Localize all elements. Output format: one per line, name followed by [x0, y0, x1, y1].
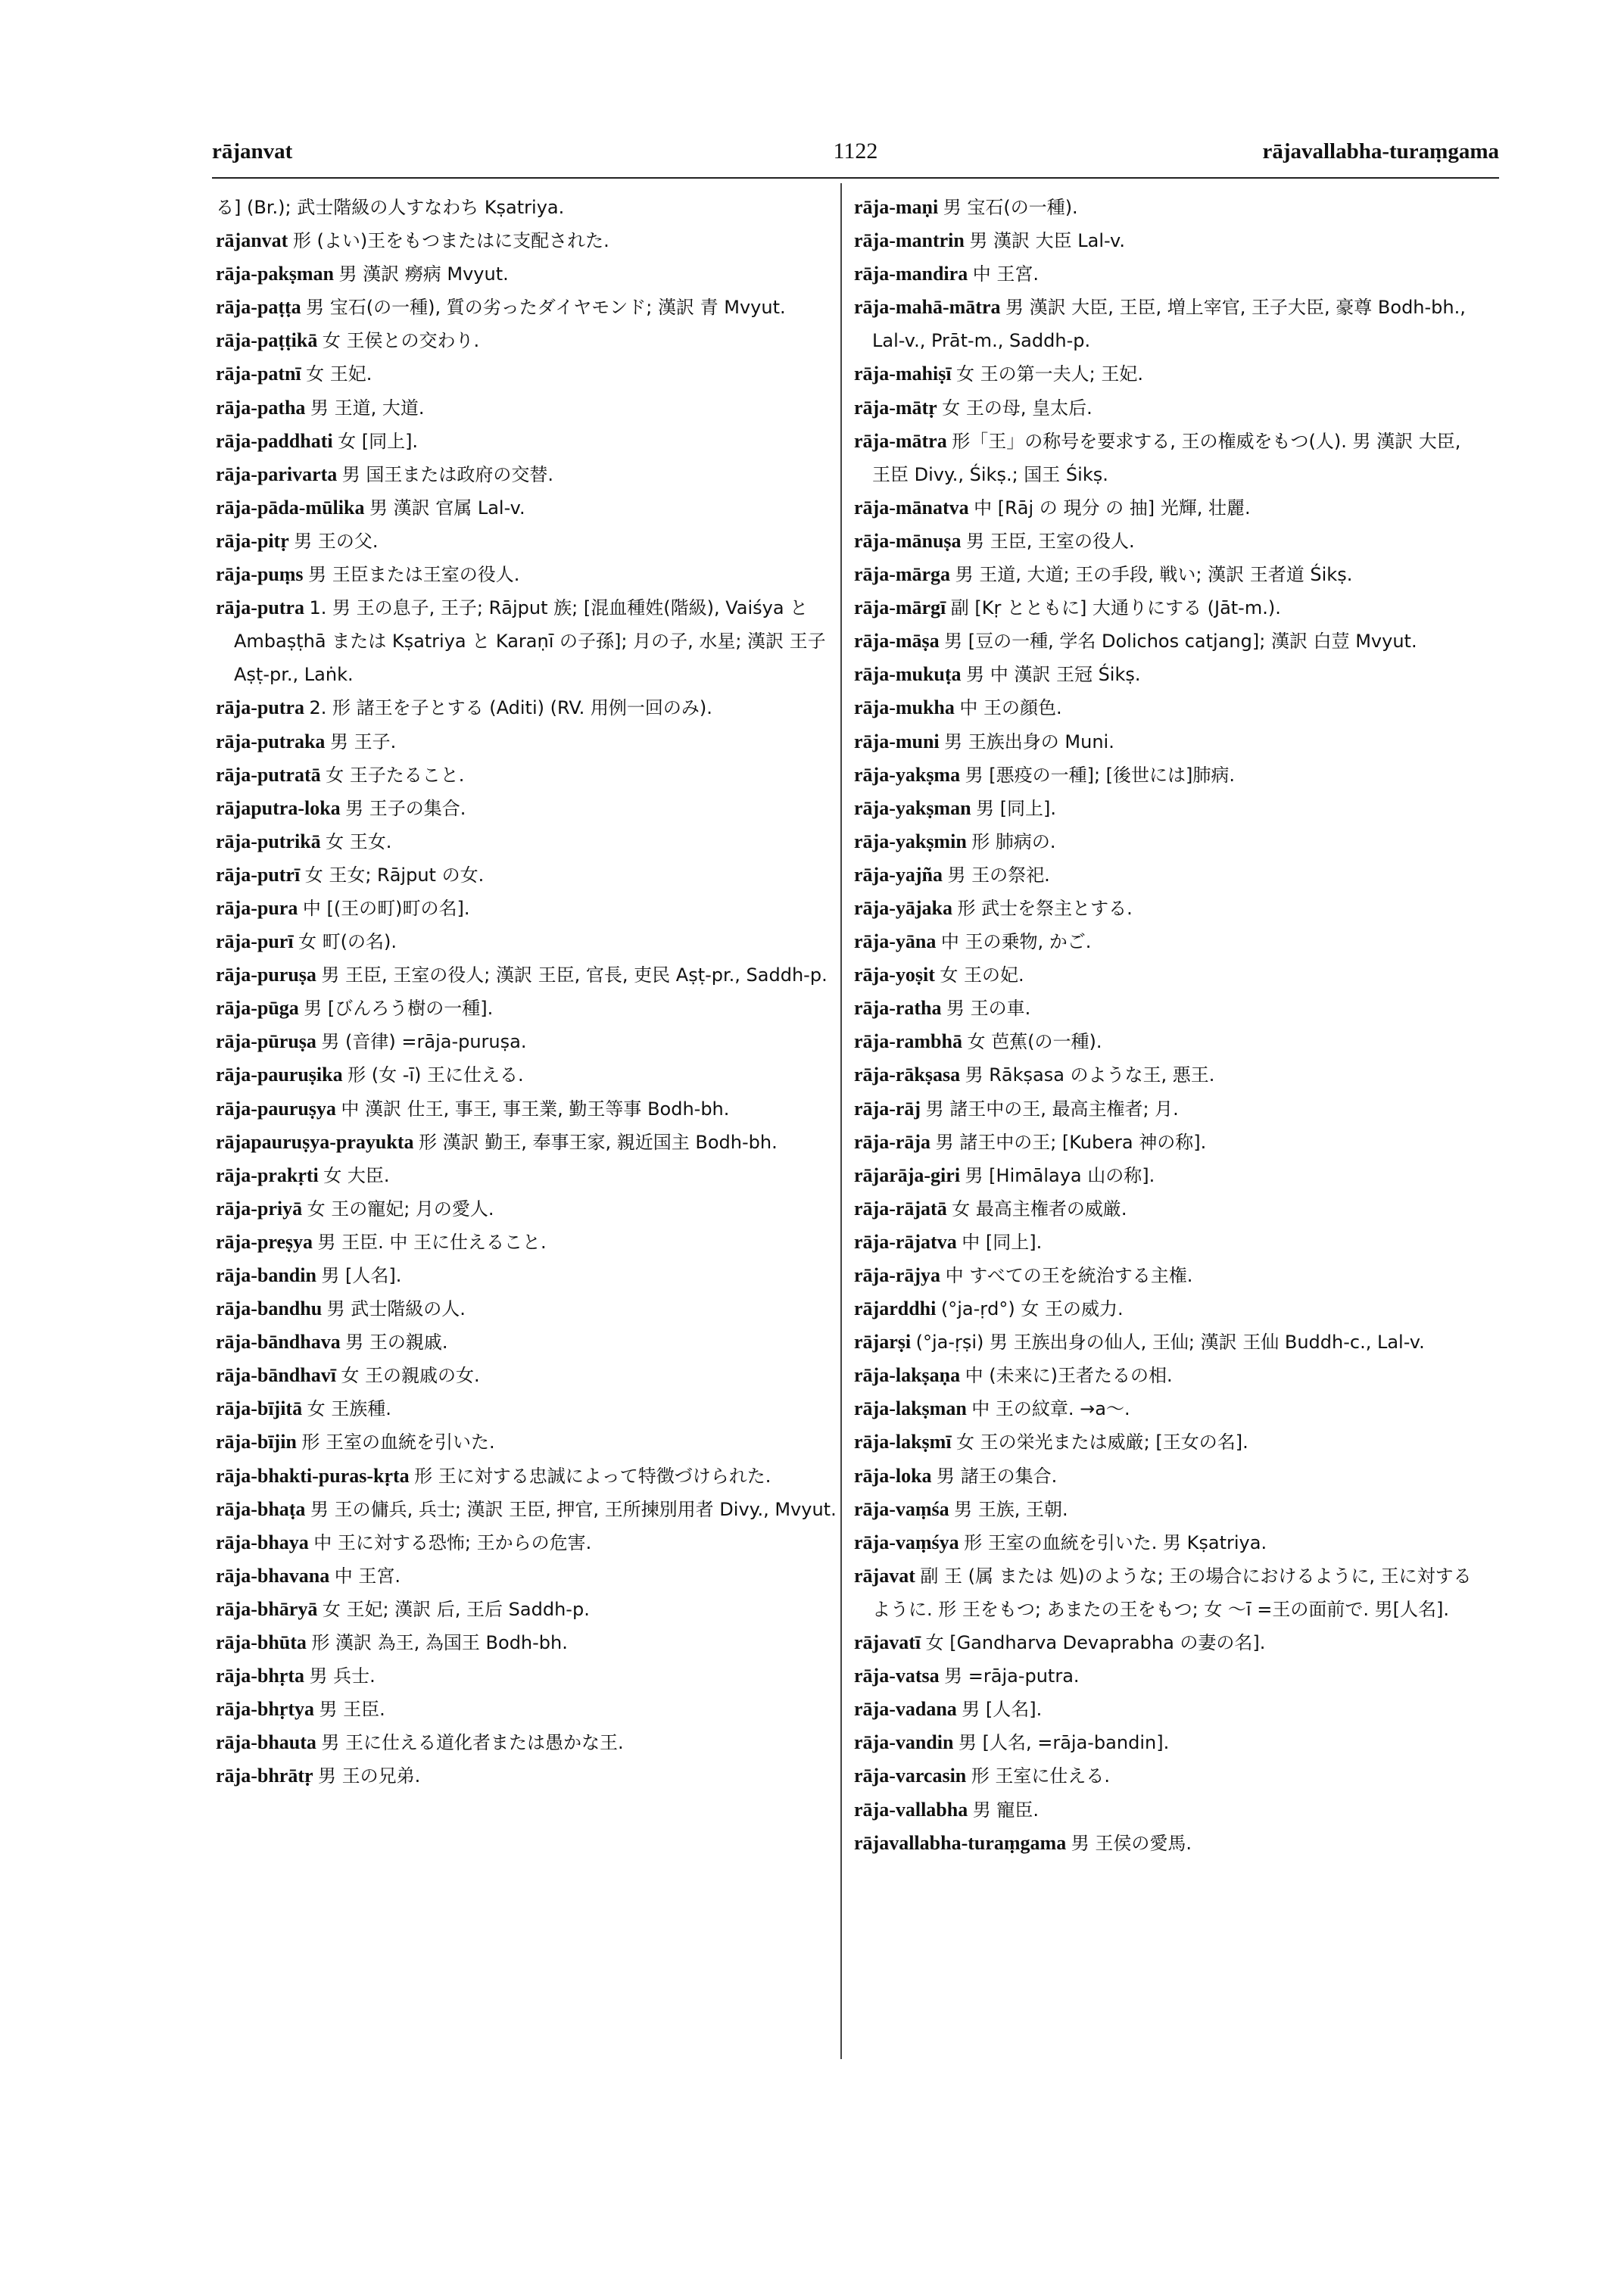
- entry-definition: 形 漢訳 為王, 為国王 Bodh-bh.: [311, 1632, 568, 1654]
- entry-headword: rāja-paddhati: [216, 429, 333, 452]
- entry-definition: る] (Br.); 武士階級の人すなわち Kṣatriya.: [216, 197, 565, 218]
- entry-definition: 中 王の顔色.: [959, 697, 1062, 719]
- entry-headword: rāja-mantrin: [854, 229, 965, 252]
- entry-headword: rājarāja-giri: [854, 1164, 961, 1186]
- entry-definition: 男 宝石(の一種).: [943, 197, 1078, 218]
- dictionary-entry: [854, 1726, 1475, 1759]
- dictionary-entry: [216, 725, 837, 759]
- entry-definition: 男 [人名, =rāja-bandin].: [958, 1732, 1170, 1754]
- entry-definition: 形 王室の血統を引いた. 男 Kṣatriya.: [964, 1531, 1267, 1553]
- entry-definition: 男 王臣, 王室の役人; 漢訳 王臣, 官長, 吏民 Aṣṭ-pr., Saddh-p.: [321, 964, 828, 986]
- entry-definition: 男 諸王中の王, 最高主権者; 月.: [925, 1098, 1179, 1120]
- entry-headword: rāja-bījitā: [216, 1397, 303, 1420]
- entry-definition: 男 王の親戚.: [345, 1332, 448, 1354]
- entry-headword: rāja-putrī: [216, 863, 301, 886]
- right-column: [854, 191, 1475, 1860]
- entry-definition: 中 漢訳 仕王, 事王, 事王業, 勤王等事 Bodh-bh.: [341, 1098, 730, 1120]
- entry-definition: 男 兵士.: [309, 1665, 376, 1687]
- entry-headword: rāja-pura: [216, 896, 298, 919]
- entry-definition: 男 Rākṣasa のような王, 悪王.: [965, 1064, 1215, 1086]
- entry-definition: 形 武士を祭主とする.: [957, 897, 1133, 919]
- dictionary-entry: [216, 1058, 837, 1092]
- dictionary-entry: [216, 1159, 837, 1192]
- dictionary-entry: [854, 1025, 1475, 1058]
- dictionary-entry: [854, 1292, 1475, 1326]
- dictionary-entry: [216, 1526, 837, 1559]
- entry-definition: 女 芭蕉(の一種).: [967, 1031, 1102, 1053]
- entry-headword: rāja-mātṛ: [854, 396, 937, 419]
- dictionary-entry: [854, 958, 1475, 992]
- dictionary-entry: [216, 992, 837, 1025]
- entry-headword: rāja-muni: [854, 730, 940, 752]
- dictionary-entry: [216, 1226, 837, 1259]
- entry-headword: rāja-purī: [216, 930, 294, 953]
- entry-definition: 中 [同上].: [962, 1231, 1043, 1253]
- dictionary-entry: [854, 858, 1475, 892]
- entry-definition: 副 [Kṛ とともに] 大通りにする (Jāt-m.).: [950, 597, 1281, 619]
- entry-headword: rāja-yoṣit: [854, 964, 935, 986]
- entry-headword: rāja-yājaka: [854, 896, 952, 919]
- dictionary-entry: [854, 1559, 1475, 1626]
- entry-headword: rāja-pauruṣya: [216, 1097, 336, 1120]
- dictionary-entry: [216, 1259, 837, 1292]
- dictionary-entry: [216, 1192, 837, 1226]
- entry-definition: 中 王の紋章. →a～.: [971, 1398, 1130, 1420]
- entry-definition: 男 王族, 王朝.: [954, 1498, 1068, 1520]
- entry-headword: rāja-yakṣmin: [854, 830, 967, 852]
- dictionary-entry: [216, 491, 837, 525]
- dictionary-entry: [854, 1793, 1475, 1827]
- dictionary-entry: [854, 1259, 1475, 1292]
- page-header: [212, 136, 1499, 182]
- dictionary-entry: [854, 1192, 1475, 1226]
- entry-definition: 男 王に仕える道化者または愚かな王.: [321, 1732, 624, 1754]
- entry-headword: rāja-putratā: [216, 763, 321, 786]
- dictionary-entry: [216, 792, 837, 825]
- entry-headword: rājavallabha-turaṃgama: [854, 1831, 1067, 1854]
- entry-headword: rāja-rājatā: [854, 1197, 947, 1220]
- entry-definition: 男 王の傭兵, 兵士; 漢訳 王臣, 押官, 王所揀別用者 Divy., Mvyut.: [310, 1498, 837, 1520]
- dictionary-entry: [216, 1392, 837, 1425]
- entry-headword: rāja-putra: [216, 696, 304, 719]
- entry-headword: rāja-bhaya: [216, 1531, 309, 1553]
- entry-headword: rāja-ratha: [854, 997, 942, 1020]
- dictionary-entry: [216, 257, 837, 291]
- entry-headword: rāja-mukha: [854, 696, 955, 719]
- entry-definition: 男 中 漢訳 王冠 Śikṣ.: [966, 664, 1141, 686]
- dictionary-entry: [854, 558, 1475, 591]
- entry-definition: 男 漢訳 官属 Lal-v.: [369, 497, 525, 519]
- entry-headword: rāja-pitṛ: [216, 529, 289, 552]
- entry-definition: 女 王の第一夫人; 王妃.: [956, 363, 1144, 385]
- dictionary-entry: [854, 391, 1475, 425]
- dictionary-entry: [854, 357, 1475, 391]
- entry-definition: (°ja-ṛd°) 女 王の威力.: [940, 1298, 1124, 1320]
- dictionary-entry: [854, 1460, 1475, 1493]
- entry-headword: rāja-paṭṭikā: [216, 329, 318, 352]
- entry-headword: rāja-bandhu: [216, 1298, 323, 1320]
- entry-headword: rāja-yakṣman: [854, 796, 971, 819]
- entry-headword: rāja-pūruṣa: [216, 1030, 316, 1053]
- dictionary-entry: [216, 1425, 837, 1459]
- entry-headword: rāja-mānatva: [854, 496, 969, 519]
- dictionary-entry: [854, 825, 1475, 858]
- entry-definition: 男 [豆の一種, 学名 Dolichos catjang]; 漢訳 白荳 Mvyut.: [944, 631, 1417, 653]
- entry-definition: 中 すべての王を統治する主権.: [945, 1265, 1193, 1286]
- dictionary-entry: [216, 858, 837, 892]
- entry-headword: rāja-priyā: [216, 1197, 303, 1220]
- entry-definition: 女 王の寵妃; 月の愛人.: [307, 1198, 494, 1220]
- entry-definition: 男 王道, 大道.: [310, 397, 425, 419]
- entry-headword: rāja-vallabha: [854, 1798, 968, 1821]
- dictionary-entry: [216, 1326, 837, 1359]
- entry-definition: 副 王 (属 または 処)のような; 王の場合におけるように, 王に対するように. 形 王をもつ; あまたの王をもつ; 女 ～ī =王の面前で. 男[人名].: [872, 1565, 1472, 1620]
- dictionary-entry: [216, 1626, 837, 1659]
- dictionary-entry: [216, 1593, 837, 1626]
- running-head-right: rājavallabha-turaṃgama: [1262, 139, 1499, 164]
- entry-headword: rāja-vandin: [854, 1731, 954, 1754]
- dictionary-entry: [216, 925, 837, 958]
- entry-definition: 中 王の乗物, かご.: [940, 931, 1092, 953]
- entry-definition: 男 王の父.: [294, 530, 379, 552]
- entry-definition: 男 王侯の愛馬.: [1071, 1832, 1192, 1854]
- entry-headword: rājarṣi: [854, 1331, 912, 1354]
- dictionary-entry: [854, 291, 1475, 357]
- entry-headword: rāja-lakṣmī: [854, 1431, 952, 1453]
- header-rule: [212, 177, 1499, 179]
- dictionary-entry: [216, 1759, 837, 1793]
- dictionary-entry: [854, 1659, 1475, 1693]
- entry-headword: rāja-puruṣa: [216, 964, 316, 986]
- entry-definition: 男 [びんろう樹の一種].: [304, 998, 494, 1020]
- dictionary-entry: [854, 1359, 1475, 1392]
- entry-headword: rāja-parivarta: [216, 463, 338, 485]
- dictionary-entry: [216, 1460, 837, 1493]
- entry-definition: 男 王の車.: [946, 998, 1031, 1020]
- dictionary-entry: [854, 1226, 1475, 1259]
- entry-headword: rāja-putra: [216, 597, 304, 619]
- dictionary-entry: [854, 925, 1475, 958]
- dictionary-entry: [854, 992, 1475, 1025]
- entry-headword: rāja-bhāryā: [216, 1597, 318, 1620]
- entry-headword: rāja-bāndhava: [216, 1331, 341, 1354]
- entry-headword: rājanvat: [216, 229, 288, 252]
- dictionary-entry: [216, 892, 837, 925]
- entry-definition: 男 [人名].: [321, 1265, 402, 1286]
- entry-definition: 中 王宮.: [334, 1565, 401, 1587]
- entry-definition: 男 王臣または王室の役人.: [308, 564, 520, 586]
- entry-definition: 男 王族出身の Muni.: [944, 731, 1114, 752]
- entry-definition: 男 [Himālaya 山の称].: [965, 1164, 1155, 1186]
- dictionary-entry: [854, 1759, 1475, 1793]
- entry-definition: 女 王妃.: [306, 363, 372, 385]
- dictionary-entry: [854, 691, 1475, 724]
- entry-headword: rāja-bāndhavī: [216, 1364, 336, 1387]
- entry-headword: rāja-vaṃśya: [854, 1531, 959, 1553]
- entry-definition: 形 (女 -ī) 王に仕える.: [348, 1064, 524, 1086]
- entry-headword: rāja-bhavana: [216, 1564, 330, 1587]
- entry-definition: 男 王道, 大道; 王の手段, 戦い; 漢訳 王者道 Śikṣ.: [955, 564, 1353, 586]
- dictionary-entry: [216, 1025, 837, 1058]
- entry-definition: 女 王子たること.: [326, 764, 465, 786]
- dictionary-entry: [854, 1526, 1475, 1559]
- entry-definition: 中 [Rāj の 現分 の 抽] 光輝, 壮麗.: [974, 497, 1251, 519]
- entry-definition: 男 漢訳 大臣, 王臣, 増上宰官, 王子大臣, 豪尊 Bodh-bh., Lal-v., Prāt-m., Saddh-p.: [872, 297, 1466, 352]
- entry-headword: rāja-putraka: [216, 730, 326, 752]
- entry-headword: rāja-pakṣman: [216, 263, 335, 285]
- entry-definition: 女 最高主権者の威厳.: [952, 1198, 1127, 1220]
- entry-definition: 女 王族種.: [307, 1398, 391, 1420]
- entry-definition: 男 [同上].: [976, 797, 1057, 819]
- dictionary-entry: [854, 892, 1475, 925]
- entry-definition: 男 [人名].: [962, 1699, 1043, 1721]
- entry-headword: rāja-bandin: [216, 1264, 316, 1286]
- entry-definition: 女 王の妃.: [940, 964, 1024, 986]
- dictionary-entry: [216, 1126, 837, 1159]
- entry-headword: rājapauruṣya-prayukta: [216, 1130, 414, 1153]
- dictionary-entry: [854, 191, 1475, 224]
- entry-headword: rāja-prakṛti: [216, 1164, 319, 1186]
- dictionary-entry: [216, 191, 837, 224]
- entry-definition: 男 (音律) =rāja-puruṣa.: [321, 1031, 527, 1053]
- entry-headword: rāja-pāda-mūlika: [216, 496, 365, 519]
- entry-headword: rāja-maṇi: [854, 196, 939, 218]
- entry-headword: rāja-mātra: [854, 429, 947, 452]
- entry-headword: rāja-bhṛtya: [216, 1698, 314, 1721]
- entry-headword: rāja-yāna: [854, 930, 937, 953]
- dictionary-entry: [216, 291, 837, 324]
- entry-headword: rāja-puṃs: [216, 563, 304, 586]
- dictionary-entry: [216, 458, 837, 491]
- entry-headword: rāja-bhauta: [216, 1731, 316, 1754]
- entry-definition: 形 王に対する忠誠によって特徴づけられた.: [414, 1465, 771, 1487]
- entry-headword: rāja-mukuṭa: [854, 663, 962, 686]
- entry-definition: 形 (よい)王をもつまたはに支配された.: [292, 230, 609, 252]
- entry-definition: 中 [(王の町)町の名].: [302, 897, 470, 919]
- dictionary-entry: [854, 1392, 1475, 1425]
- entry-definition: 男 王の兄弟.: [318, 1765, 421, 1787]
- entry-definition: 女 王侯との交わり.: [322, 330, 480, 352]
- entry-definition: 男 王臣. 中 王に仕えること.: [317, 1231, 547, 1253]
- entry-headword: rājaputra-loka: [216, 796, 341, 819]
- dictionary-entry: [216, 425, 837, 458]
- dictionary-entry: [216, 825, 837, 858]
- left-column: [216, 191, 837, 1793]
- entry-definition: 男 国王または政府の交替.: [341, 463, 554, 485]
- dictionary-entry: [854, 224, 1475, 257]
- entry-definition: 男 [悪疫の一種]; [後世には]肺病.: [965, 764, 1236, 786]
- entry-headword: rāja-paṭṭa: [216, 296, 301, 319]
- entry-definition: 男 宝石(の一種), 質の劣ったダイヤモンド; 漢訳 青 Mvyut.: [306, 297, 786, 319]
- entry-definition: 男 王子の集合.: [345, 797, 466, 819]
- dictionary-entry: [854, 1126, 1475, 1159]
- entry-definition: 中 (未来に)王者たるの相.: [965, 1365, 1173, 1387]
- entry-definition: 形 漢訳 勤王, 奉事王家, 親近国主 Bodh-bh.: [418, 1131, 778, 1153]
- entry-definition: 男 漢訳 癆病 Mvyut.: [338, 263, 509, 285]
- entry-headword: rāja-mārga: [854, 563, 951, 586]
- entry-definition: 男 王の祭祀.: [947, 864, 1050, 886]
- dictionary-entry: [216, 1493, 837, 1526]
- dictionary-entry: [216, 391, 837, 425]
- dictionary-entry: [216, 324, 837, 357]
- entry-definition: 女 王女.: [326, 830, 392, 852]
- dictionary-entry: [216, 691, 837, 724]
- entry-headword: rāja-māṣa: [854, 630, 940, 653]
- entry-headword: rājavat: [854, 1564, 915, 1587]
- dictionary-entry: [216, 224, 837, 257]
- entry-definition: 男 王子.: [329, 731, 397, 752]
- dictionary-entry: [854, 491, 1475, 525]
- entry-definition: 2. 形 諸王を子とする (Aditi) (RV. 用例一回のみ).: [309, 697, 712, 719]
- page-number: 1122: [833, 139, 878, 164]
- entry-definition: 女 王妃; 漢訳 后, 王后 Saddh-p.: [322, 1598, 590, 1620]
- dictionary-entry: [854, 625, 1475, 658]
- dictionary-entry: [854, 425, 1475, 491]
- dictionary-entry: [216, 958, 837, 992]
- entry-headword: rāja-patnī: [216, 363, 301, 385]
- dictionary-entry: [854, 1693, 1475, 1726]
- entry-definition: (°ja-ṛṣi) 男 王族出身の仙人, 王仙; 漢訳 王仙 Buddh-c., Lal-v.: [915, 1332, 1425, 1354]
- entry-definition: 女 王女; Rājput の女.: [304, 864, 485, 886]
- dictionary-entry: [854, 725, 1475, 759]
- entry-definition: 男 武士階級の人.: [326, 1298, 466, 1320]
- entry-headword: rāja-rājatva: [854, 1230, 957, 1253]
- entry-headword: rāja-bhrātṛ: [216, 1765, 313, 1787]
- entry-definition: 1. 男 王の息子, 王子; Rājput 族; [混血種姓(階級), Vaiśya と Ambaṣṭhā または Kṣatriya と Karaṇī の子孫]; 月の子, 水星; 漢訳 王子 Aṣṭ-pr., Laṅk.: [234, 597, 826, 686]
- entry-headword: rāja-vaṃśa: [854, 1497, 949, 1520]
- entry-headword: rāja-rāja: [854, 1130, 931, 1153]
- dictionary-entry: [216, 1359, 837, 1392]
- entry-definition: 男 =rāja-putra.: [944, 1665, 1080, 1687]
- entry-headword: rāja-mandira: [854, 263, 968, 285]
- dictionary-entry: [854, 1626, 1475, 1659]
- entry-definition: 形 王室に仕える.: [971, 1765, 1111, 1787]
- dictionary-entry: [216, 759, 837, 792]
- entry-headword: rāja-mahā-mātra: [854, 296, 1001, 319]
- entry-definition: 女 王の栄光または威厳; [王女の名].: [956, 1432, 1248, 1453]
- entry-headword: rāja-vadana: [854, 1698, 957, 1721]
- entry-headword: rāja-pauruṣika: [216, 1064, 343, 1086]
- entry-definition: 形 王室の血統を引いた.: [301, 1432, 495, 1453]
- entry-definition: 中 王に対する恐怖; 王からの危害.: [313, 1531, 592, 1553]
- entry-headword: rāja-bhaṭa: [216, 1497, 306, 1520]
- entry-headword: rāja-patha: [216, 396, 306, 419]
- dictionary-entry: [854, 257, 1475, 291]
- entry-definition: 形 肺病の.: [971, 830, 1056, 852]
- entry-headword: rāja-vatsa: [854, 1665, 940, 1687]
- dictionary-entry: [854, 591, 1475, 625]
- entry-headword: rāja-lakṣaṇa: [854, 1364, 961, 1387]
- entry-definition: 女 [同上].: [338, 430, 419, 452]
- dictionary-entry: [216, 1292, 837, 1326]
- entry-headword: rājavatī: [854, 1631, 921, 1654]
- entry-definition: 男 王臣, 王室の役人.: [966, 530, 1135, 552]
- dictionary-entry: [854, 1425, 1475, 1459]
- dictionary-entry: [854, 1092, 1475, 1126]
- dictionary-entry: [854, 525, 1475, 558]
- entry-definition: 女 王の親戚の女.: [341, 1365, 480, 1387]
- dictionary-entry: [216, 525, 837, 558]
- entry-headword: rāja-bhṛta: [216, 1665, 304, 1687]
- running-head-left: rājanvat: [212, 139, 293, 164]
- entry-definition: 女 町(の名).: [298, 931, 397, 953]
- dictionary-entry: [216, 1726, 837, 1759]
- entry-headword: rāja-yajña: [854, 863, 943, 886]
- entry-definition: 男 諸王中の王; [Kubera 神の称].: [935, 1131, 1207, 1153]
- dictionary-entry: [854, 1326, 1475, 1359]
- dictionary-entry: [216, 1559, 837, 1593]
- entry-headword: rāja-varcasin: [854, 1765, 967, 1787]
- entry-headword: rāja-pūga: [216, 997, 299, 1020]
- dictionary-entry: [854, 1827, 1475, 1860]
- entry-definition: 男 寵臣.: [972, 1799, 1039, 1821]
- dictionary-entry: [216, 357, 837, 391]
- dictionary-entry: [216, 558, 837, 591]
- entry-headword: rājarddhi: [854, 1298, 937, 1320]
- entry-headword: rāja-bījin: [216, 1431, 297, 1453]
- entry-headword: rāja-yakṣma: [854, 763, 961, 786]
- entry-definition: 男 王臣.: [319, 1699, 385, 1721]
- entry-definition: 男 漢訳 大臣 Lal-v.: [969, 230, 1125, 252]
- dictionary-entry: [216, 1659, 837, 1693]
- entry-headword: rāja-mānuṣa: [854, 529, 962, 552]
- entry-headword: rāja-preṣya: [216, 1230, 313, 1253]
- entry-definition: 女 [Gandharva Devaprabha の妻の名].: [925, 1632, 1266, 1654]
- dictionary-entry: [854, 1493, 1475, 1526]
- entry-headword: rāja-loka: [854, 1464, 932, 1487]
- entry-definition: 女 王の母, 皇太后.: [942, 397, 1093, 419]
- entry-definition: 中 王宮.: [972, 263, 1039, 285]
- entry-headword: rāja-rāj: [854, 1097, 921, 1120]
- entry-headword: rāja-bhakti-puras-kṛta: [216, 1464, 410, 1487]
- entry-definition: 形「王」の称号を要求する, 王の権威をもつ(人). 男 漢訳 大臣, 王臣 Divy., Śikṣ.; 国王 Śikṣ.: [872, 430, 1461, 485]
- dictionary-entry: [854, 1159, 1475, 1192]
- entry-definition: 女 大臣.: [323, 1164, 390, 1186]
- entry-headword: rāja-mārgī: [854, 597, 946, 619]
- dictionary-entry: [854, 792, 1475, 825]
- entry-headword: rāja-bhūta: [216, 1631, 307, 1654]
- entry-definition: 男 諸王の集合.: [937, 1465, 1058, 1487]
- entry-headword: rāja-rambhā: [854, 1030, 962, 1053]
- dictionary-entry: [216, 591, 837, 691]
- dictionary-entry: [854, 1058, 1475, 1092]
- entry-headword: rāja-rākṣasa: [854, 1064, 961, 1086]
- dictionary-entry: [216, 1092, 837, 1126]
- dictionary-entry: [216, 1693, 837, 1726]
- entry-headword: rāja-putrikā: [216, 830, 321, 852]
- entry-headword: rāja-lakṣman: [854, 1397, 967, 1420]
- dictionary-entry: [854, 759, 1475, 792]
- dictionary-entry: [854, 658, 1475, 691]
- entry-headword: rāja-rājya: [854, 1264, 941, 1286]
- column-divider: [840, 183, 842, 2059]
- entry-headword: rāja-mahiṣī: [854, 363, 952, 385]
